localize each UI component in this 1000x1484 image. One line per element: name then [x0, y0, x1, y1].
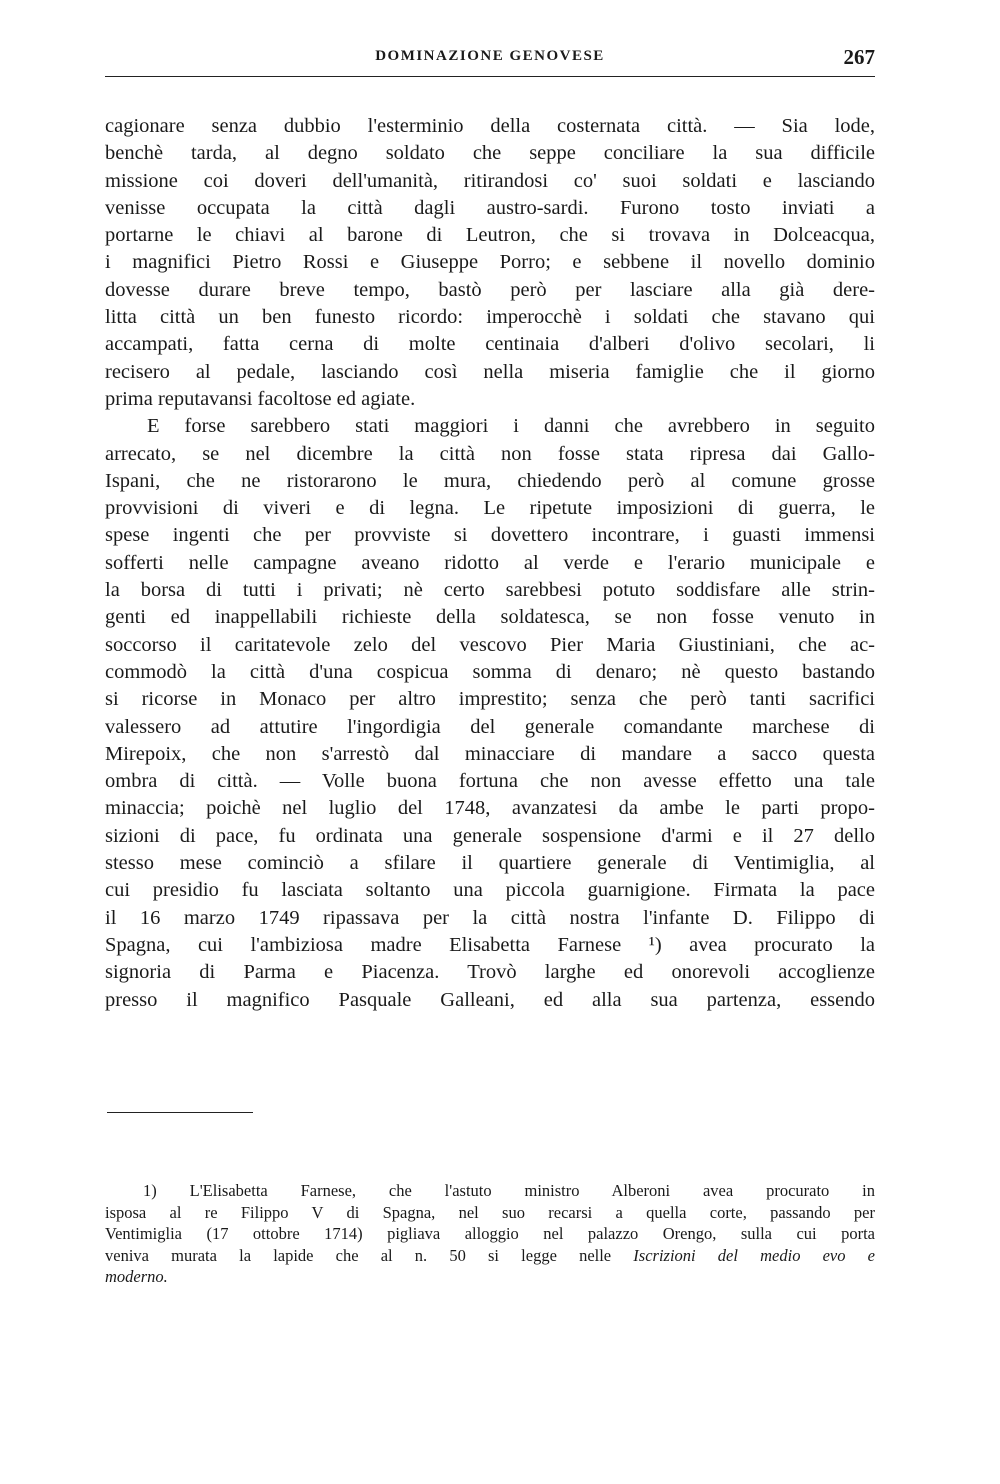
text-line: si ricorse in Monaco per altro imprestito; senza che però tanti sacrifici	[105, 688, 875, 711]
running-title: DOMINAZIONE GENOVESE	[375, 48, 605, 64]
page-number: 267	[843, 45, 875, 69]
text-line: venisse occupata la città dagli austro-sardi. Furono tosto inviati a	[105, 196, 875, 219]
text-line: minaccia; poichè nel luglio del 1748, avanzatesi da ambe le parti propo-	[105, 797, 875, 820]
running-head	[105, 45, 875, 72]
footnote-citation-title: Iscrizioni del medio evo e	[633, 1245, 875, 1265]
footnote-line: Ventimiglia (17 ottobre 1714) pigliava alloggio nel palazzo Orengo, sulla cui porta	[105, 1224, 875, 1243]
text-line: Mirepoix, che non s'arrestò dal minacciare di mandare a sacco questa	[105, 742, 875, 765]
text-line: Ispani, che ne ristorarono le mura, chiedendo però al comune grosse	[105, 469, 875, 492]
text-line: missione coi doveri dell'umanità, ritirandosi co' suoi soldati e lasciando	[105, 169, 875, 192]
text-line: valessero ad attutire l'ingordigia del generale comandante marchese di	[105, 715, 875, 738]
text-line: soccorso il caritatevole zelo del vescovo Pier Maria Giustiniani, che ac-	[105, 633, 875, 656]
header-rule	[105, 76, 875, 77]
main-text	[105, 113, 875, 1014]
text-line: dovesse durare breve tempo, bastò però per lasciare alla già dere-	[105, 278, 875, 301]
text-line: spese ingenti che per provviste si dovettero incontrare, i guasti immensi	[105, 524, 875, 547]
footnote-text: veniva murata la lapide che al n. 50 si legge nelle	[105, 1245, 634, 1265]
footnote	[105, 1180, 875, 1288]
text-line: cagionare senza dubbio l'esterminio della costernata città. — Sia lode,	[105, 115, 875, 137]
text-line: stesso mese cominciò a sfilare il quartiere generale di Ventimiglia, al	[105, 852, 875, 875]
text-line: i magnifici Pietro Rossi e Giuseppe Porro; e sebbene il novello dominio	[105, 251, 875, 274]
text-line: provvisioni di viveri e di legna. Le ripetute imposizioni di guerra, le	[105, 497, 875, 520]
footnote-line	[105, 1245, 875, 1267]
text-line: genti ed inappellabili richieste della soldatesca, se non fosse venuto in	[105, 606, 875, 629]
text-line: litta città un ben funesto ricordo: imperocchè i soldati che stavano qui	[105, 306, 875, 329]
text-line: Spagna, cui l'ambiziosa madre Elisabetta Farnese ¹) avea procurato la	[105, 933, 875, 956]
text-line: ombra di città. — Volle buona fortuna che non avesse effetto una tale	[105, 770, 875, 793]
text-line: E forse sarebbero stati maggiori i danni che avrebbero in seguito	[147, 415, 875, 438]
footnote-line: isposa al re Filippo V di Spagna, nel suo recarsi a quella corte, passando per	[105, 1202, 875, 1222]
text-line: sofferti nelle campagne aveano ridotto al verde e l'erario municipale e	[105, 551, 875, 574]
text-line: commodò la città d'una cospicua somma di denaro; nè questo bastando	[105, 660, 875, 683]
footnote-rule	[107, 1112, 253, 1113]
text-line: arrecato, se nel dicembre la città non fosse stata ripresa dai Gallo-	[105, 442, 875, 465]
text-line: cui presidio fu lasciata soltanto una piccola guarnigione. Firmata la pace	[105, 879, 875, 902]
footnote-line: moderno.	[105, 1267, 168, 1286]
footnote-line: 1) L'Elisabetta Farnese, che l'astuto ministro Alberoni avea procurato in	[143, 1181, 875, 1200]
text-line: sizioni di pace, fu ordinata una generale sospensione d'armi e il 27 dello	[105, 824, 875, 847]
text-line: la borsa di tutti i privati; nè certo sarebbesi potuto soddisfare alle strin-	[105, 579, 875, 602]
text-line: accampati, fatta cerna di molte centinaia d'alberi d'olivo secolari, li	[105, 333, 875, 356]
text-line: il 16 marzo 1749 ripassava per la città nostra l'infante D. Filippo di	[105, 906, 875, 929]
text-line: portarne le chiavi al barone di Leutron, che si trovava in Dolceacqua,	[105, 224, 875, 247]
text-line: recisero al pedale, lasciando così nella miseria famiglie che il giorno	[105, 360, 875, 383]
text-line: signoria di Parma e Piacenza. Trovò larghe ed onorevoli accoglienze	[105, 961, 875, 984]
text-line: prima reputavansi facoltose ed agiate.	[105, 387, 416, 410]
text-line: benchè tarda, al degno soldato che seppe conciliare la sua difficile	[105, 142, 875, 165]
text-line: presso il magnifico Pasquale Galleani, ed alla sua partenza, essendo	[105, 988, 875, 1011]
